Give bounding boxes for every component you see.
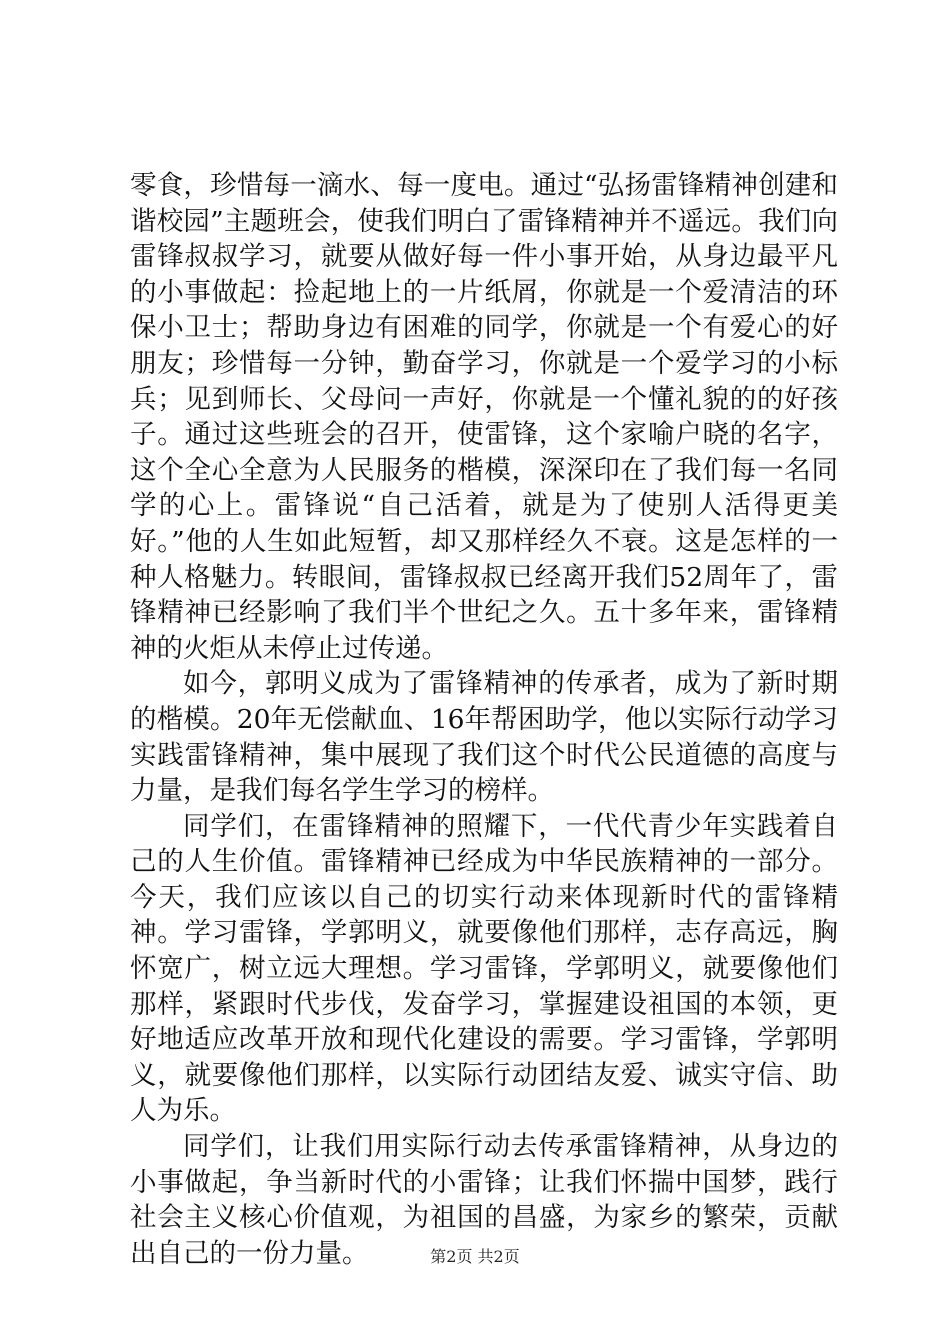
document-body bbox=[130, 168, 838, 1271]
paragraph-closing: 同学们，让我们用实际行动去传承雷锋精神，从身边的小事做起，争当新时代的小雷锋；让我们怀揣中国梦，践行社会主义核心价值观，为祖国的昌盛，为家乡的繁荣，贡献出自己的一份力量。 bbox=[130, 1131, 838, 1269]
paragraph-continued: 零食，珍惜每一滴水、每一度电。通过“弘扬雷锋精神创建和谐校园”主题班会，使我们明白了雷锋精神并不遥远。我们向雷锋叔叔学习，就要从做好每一件小事开始，从身边最平凡的小事做起：捡起地上的一片纸屑，你就是一个爱清洁的环保小卫士；帮助身边有困难的同学，你就是一个有爱心的好朋友；珍惜每一分钟，勤奋学习，你就是一个爱学习的小标兵；见到师长、父母问一声好，你就是一个懂礼貌的的好孩子。通过这些班会的召开，使雷锋，这个家喻户晓的名字，这个全心全意为人民服务的楷模，深深印在了我们每一名同学的心上。雷锋说“自己活着，就是为了使别人活得更美好。”他的人生如此短暂，却又那样经久不衰。这是怎样的一种人格魅力。转眼间，雷锋叔叔已经离开我们52周年了，雷锋精神已经影响了我们半个世纪之久。五十多年来，雷锋精神的火炬从未停止过传递。 bbox=[130, 170, 838, 664]
paragraph-classmates-values: 同学们，在雷锋精神的照耀下，一代代青少年实践着自己的人生价值。雷锋精神已经成为中华民族精神的一部分。今天，我们应该以自己的切实行动来体现新时代的雷锋精神。学习雷锋，学郭明义，就要像他们那样，志存高远，胸怀宽广，树立远大理想。学习雷锋，学郭明义，就要像他们那样，紧跟时代步伐，发奋学习，掌握建设祖国的本领，更好地适应改革开放和现代化建设的需要。学习雷锋，学郭明义，就要像他们那样，以实际行动团结友爱、诚实守信、助人为乐。 bbox=[130, 810, 838, 1127]
page-number-footer: 第2页 共2页 bbox=[430, 1247, 520, 1266]
paragraph-guo-mingyi: 如今，郭明义成为了雷锋精神的传承者，成为了新时期的楷模。20年无偿献血、16年帮困助学，他以实际行动学习实践雷锋精神，集中展现了我们这个时代公民道德的高度与力量，是我们每名学生学习的榜样。 bbox=[130, 668, 838, 807]
